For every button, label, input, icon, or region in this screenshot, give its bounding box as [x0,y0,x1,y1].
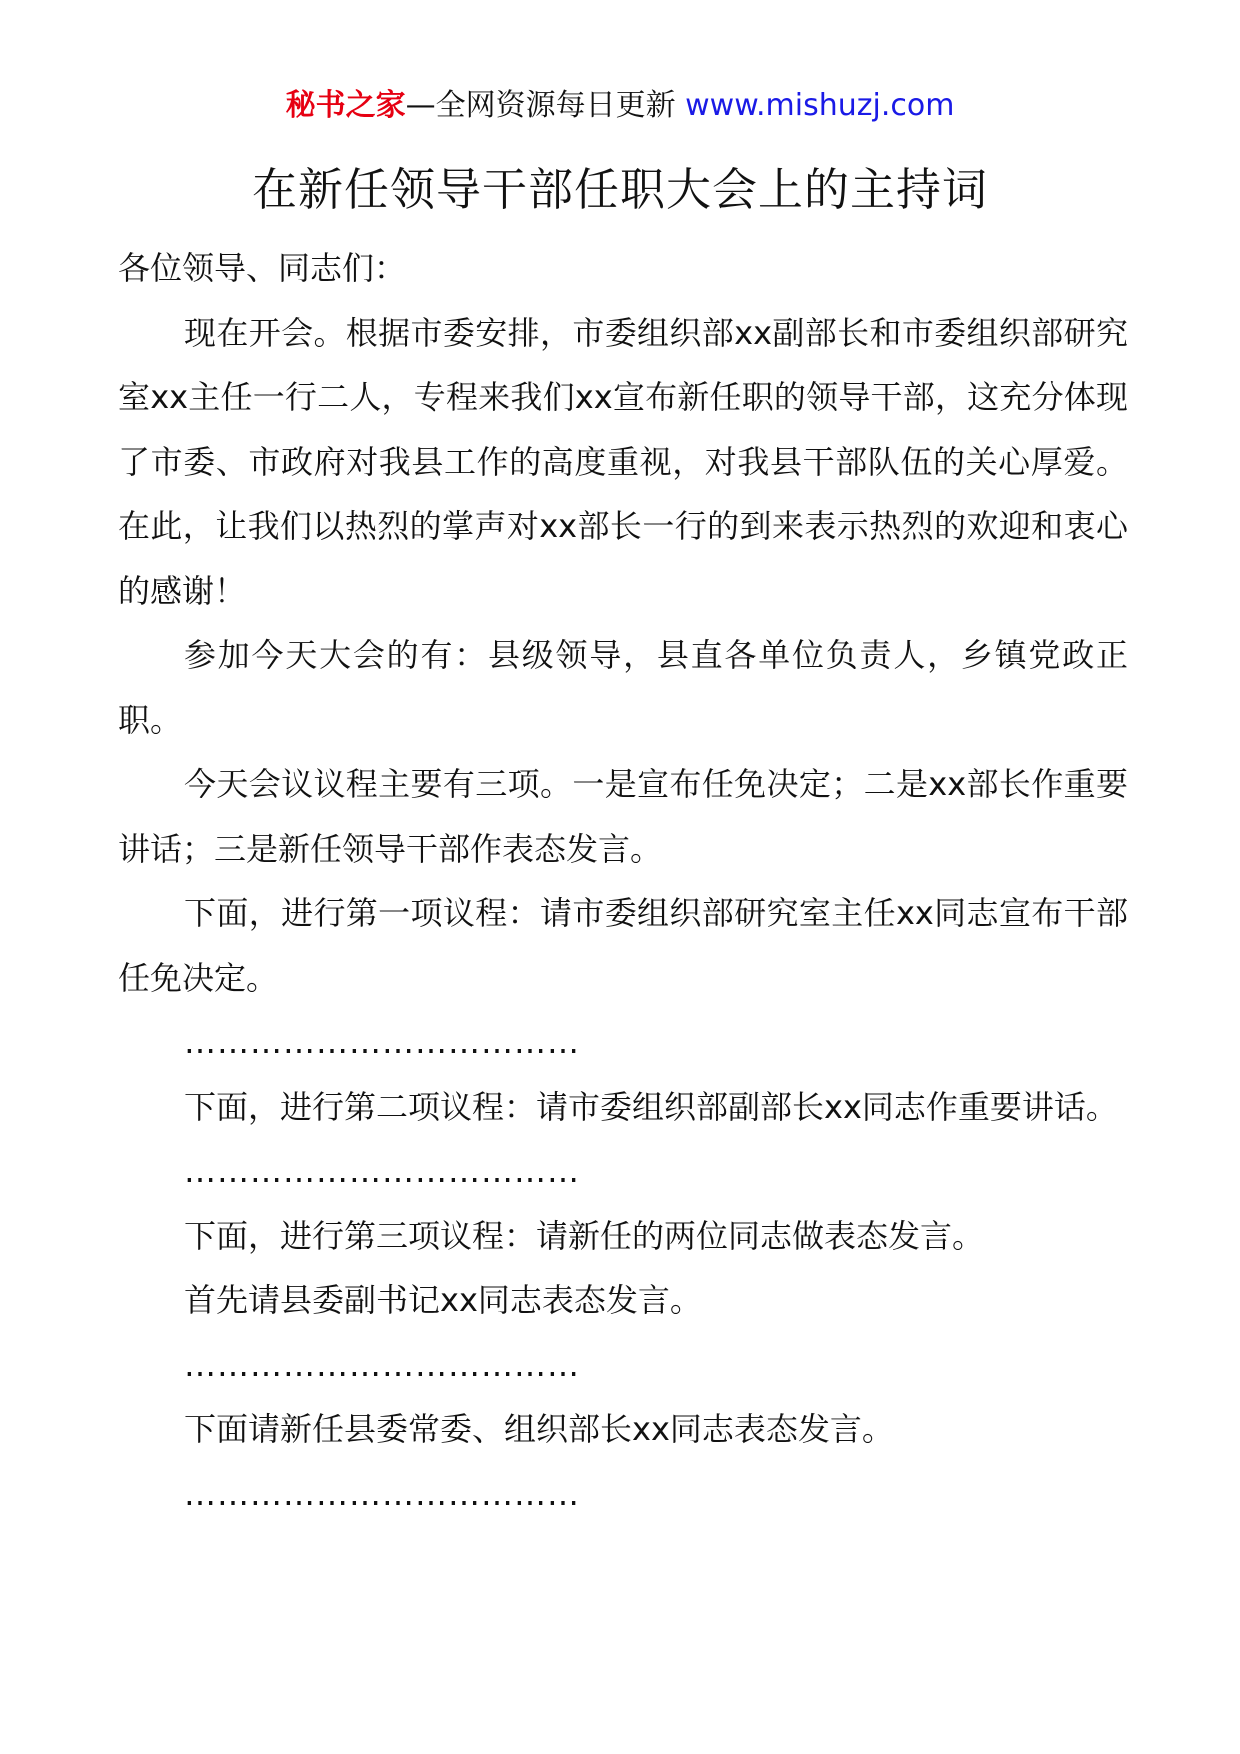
salutation: 各位领导、同志们： [118,249,407,287]
site-tagline: —全网资源每日更新 [405,88,686,123]
document-title: 在新任领导干部任职大会上的主持词 [251,163,988,216]
paragraph-item-two: 下面，进行第二项议程：请市委组织部副部长xx同志作重要讲话。 [184,1087,1118,1126]
ellipsis-divider: ……………………………… [184,1474,580,1513]
paragraph-attendees: 参加今天大会的有：县级领导，县直各单位负责人，乡镇党政正职。 [118,636,1128,739]
ellipsis-divider: ……………………………… [184,1023,580,1061]
site-url-link[interactable]: www.mishuzj.com [685,88,955,123]
ellipsis-divider: ……………………………… [184,1345,580,1384]
paragraph-first-speaker: 首先请县委副书记xx同志表态发言。 [184,1281,702,1319]
paragraph-opening: 现在开会。根据市委安排，市委组织部xx副部长和市委组织部研究室xx主任一行二人，专程来我们xx宣布新任职的领导干部，这充分体现了市委、市政府对我县工作的高度重视，对我县干部队伍的关心厚爱。在此，让我们以热烈的掌声对xx部长一行的到来表示热烈的欢迎和衷心的感谢！ [118,313,1128,610]
paragraph-item-three: 下面，进行第三项议程：请新任的两位同志做表态发言。 [184,1216,985,1255]
site-brand: 秘书之家 [285,88,406,123]
document-body [118,236,1128,1526]
site-header [0,86,1240,126]
paragraph-second-speaker: 下面请新任县委常委、组织部长xx同志表态发言。 [184,1410,894,1448]
ellipsis-divider: ……………………………… [184,1152,580,1190]
paragraph-agenda: 今天会议议程主要有三项。一是宣布任免决定；二是xx部长作重要讲话；三是新任领导干部作表态发言。 [118,765,1128,868]
paragraph-item-one: 下面，进行第一项议程：请市委组织部研究室主任xx同志宣布干部任免决定。 [118,894,1128,997]
